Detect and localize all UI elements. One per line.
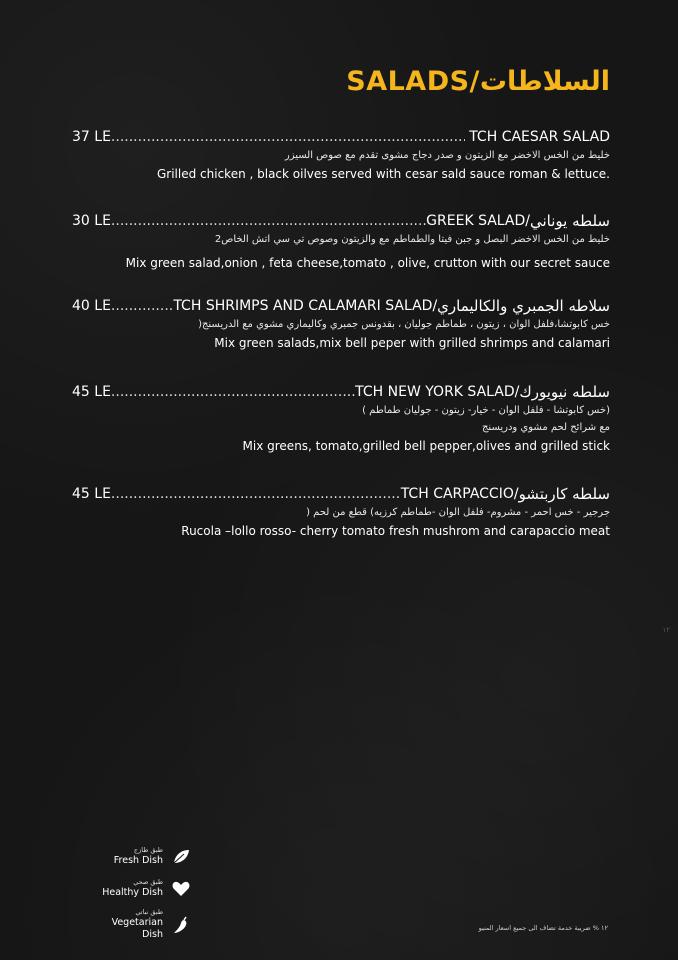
heart-icon: [171, 879, 191, 899]
menu-item-caesar: [72, 128, 610, 182]
leader-dots: [111, 383, 355, 401]
item-description-arabic: خليط من الخس الاخضر البصل و جبن فيتا والطماطم مع والزيتون وصوص تي سي اتش الخاص2: [214, 234, 610, 245]
leader-dots: [111, 485, 401, 503]
menu-item-new-york: [72, 383, 610, 454]
item-description-english: Grilled chicken , black oilves served with cesar sald sauce roman & lettuce.: [156, 167, 610, 181]
item-description-arabic: جرجير - خس احمر - مشروم- فلفل الوان -طماطم كرزيه) قطع من لحم (: [306, 507, 610, 518]
item-name: GREEK SALAD/: [426, 213, 530, 229]
item-arabic-name: سلطه نيويورك: [519, 383, 610, 401]
item-description-english: Mix green salads,mix bell peper with grilled shrimps and calamari: [214, 336, 610, 350]
legend-english-label: Fresh Dish: [113, 855, 163, 866]
menu-item-carpaccio: [72, 485, 610, 539]
legend-arabic-label: طبق طازج: [133, 846, 163, 854]
item-description-english: Rucola –lollo rosso- cherry tomato fresh mushrom and carapaccio meat: [181, 524, 610, 538]
legend-arabic-label: طبق نباتي: [135, 908, 163, 916]
item-description-arabic-2: مع شرائح لحم مشوي ودريسنج: [481, 422, 610, 433]
item-price: 40 LE: [72, 298, 111, 314]
legend-healthy: [88, 878, 191, 899]
legend-fresh: [88, 846, 191, 867]
legend-english-label: Vegetarian Dish: [111, 917, 163, 940]
item-arabic-name: سلاطه الجمبري والكاليماري: [437, 297, 610, 315]
item-price: 37 LE: [72, 129, 111, 145]
leaf-icon: [171, 847, 191, 867]
item-description-english: Mix greens, tomato,grilled bell pepper,olives and grilled stick: [242, 439, 610, 453]
pepper-icon: [171, 915, 191, 935]
item-arabic-name: سلطه يوناني: [530, 212, 610, 230]
item-description-arabic: خس كابوتشا،فلفل الوان ، زيتون ، طماطم جوليان ، بقدونس جمبري وكاليماري مشوي مع الدريسنج(: [198, 319, 610, 330]
menu-item-greek: [72, 212, 610, 271]
item-price: 45 LE: [72, 486, 111, 502]
item-price: 45 LE: [72, 384, 111, 400]
page-title: SALADS/السلاطات: [346, 66, 610, 97]
legend-english-label: Healthy Dish: [102, 887, 163, 898]
item-description-arabic: (خس كابوتشا - فلفل الوان - خيار- زيتون - جوليان طماطم ): [362, 405, 610, 416]
legend-arabic-label: طبق صحي: [133, 878, 163, 886]
leader-dots: [111, 128, 465, 146]
item-arabic-name: سلطه كاربتشو: [518, 485, 610, 503]
service-tax-note: ١٢ % ضريبة خدمة تضاف الى جميع اسعار المنيو: [478, 924, 608, 932]
item-description-arabic: خليط من الخس الاخضر مع الزيتون و صدر دجاج مشوى تقدم مع صوص السيزر: [284, 150, 610, 161]
item-name: TCH SHRIMPS AND CALAMARI SALAD/: [173, 298, 438, 314]
menu-item-shrimps-calamari: [72, 297, 610, 351]
leader-dots: [111, 212, 426, 230]
legend-vegetarian: [88, 908, 191, 941]
item-name: TCH NEW YORK SALAD/: [355, 384, 520, 400]
item-name: TCH CARPACCIO/: [400, 486, 519, 502]
leader-dots: [111, 297, 173, 315]
item-description-english: Mix green salad,onion , feta cheese,tomato , olive, crutton with our secret sauce: [125, 256, 610, 270]
item-price: 30 LE: [72, 213, 111, 229]
item-name: TCH CAESAR SALAD: [469, 129, 610, 145]
page-number: ١٢: [662, 626, 670, 634]
